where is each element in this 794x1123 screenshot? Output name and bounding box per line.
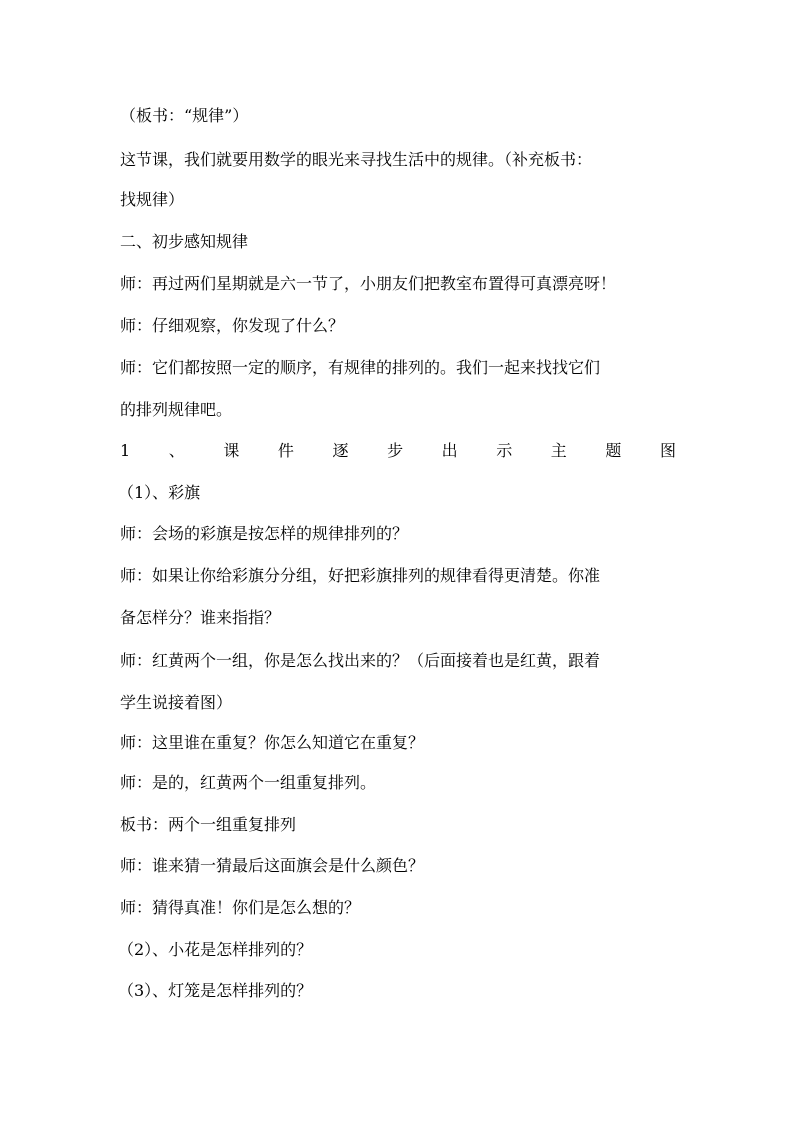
sub-heading: （2）、小花是怎样排列的？	[118, 940, 313, 959]
text-line: 师：是的，红黄两个一组重复排列。	[120, 773, 377, 792]
spread-char: 题	[605, 441, 622, 460]
text-line: 师：会场的彩旗是按怎样的规律排列的？	[120, 524, 409, 543]
text-line: 这节课，我们就要用数学的眼光来寻找生活中的规律。（补充板书：	[120, 150, 593, 169]
spread-char: 图	[659, 441, 676, 460]
spread-char: 件	[277, 441, 294, 460]
sub-heading: （1）、彩旗	[118, 483, 201, 502]
spread-char: 示	[496, 441, 513, 460]
text-line: （板书：“规律”）	[120, 106, 249, 125]
spread-char: 步	[387, 441, 404, 460]
spread-line	[120, 441, 680, 461]
spread-char: 主	[550, 441, 567, 460]
text-line: 的排列规律吧。	[120, 400, 233, 419]
text-line: 师：这里谁在重复？你怎么知道它在重复？	[120, 733, 425, 752]
spread-char: 出	[441, 441, 458, 460]
text-line: 师：再过两们星期就是六一节了，小朋友们把教室布置得可真漂亮呀！	[120, 274, 617, 293]
text-line: 师：如果让你给彩旗分分组，好把彩旗排列的规律看得更清楚。你准	[120, 566, 601, 585]
spread-char: 课	[223, 441, 240, 460]
spread-char: 1	[120, 441, 131, 460]
section-heading: 二、初步感知规律	[120, 232, 249, 251]
spread-char: 逐	[332, 441, 349, 460]
text-line: 备怎样分？谁来指指？	[120, 608, 281, 627]
text-line: 学生说接着图）	[120, 693, 233, 712]
text-line: 师：仔细观察，你发现了什么？	[120, 316, 345, 335]
spread-char: 、	[168, 441, 185, 460]
board-note: 板书：两个一组重复排列	[120, 815, 297, 834]
sub-heading: （3）、灯笼是怎样排列的？	[118, 981, 313, 1000]
text-line: 师：猜得真准！你们是怎么想的？	[120, 898, 361, 917]
text-line: 找规律）	[120, 190, 185, 209]
text-line: 师：它们都按照一定的顺序，有规律的排列的。我们一起来找找它们	[120, 358, 601, 377]
text-line: 师：红黄两个一组，你是怎么找出来的？（后面接着也是红黄，跟着	[120, 651, 601, 670]
text-line: 师：谁来猜一猜最后这面旗会是什么颜色？	[120, 856, 425, 875]
